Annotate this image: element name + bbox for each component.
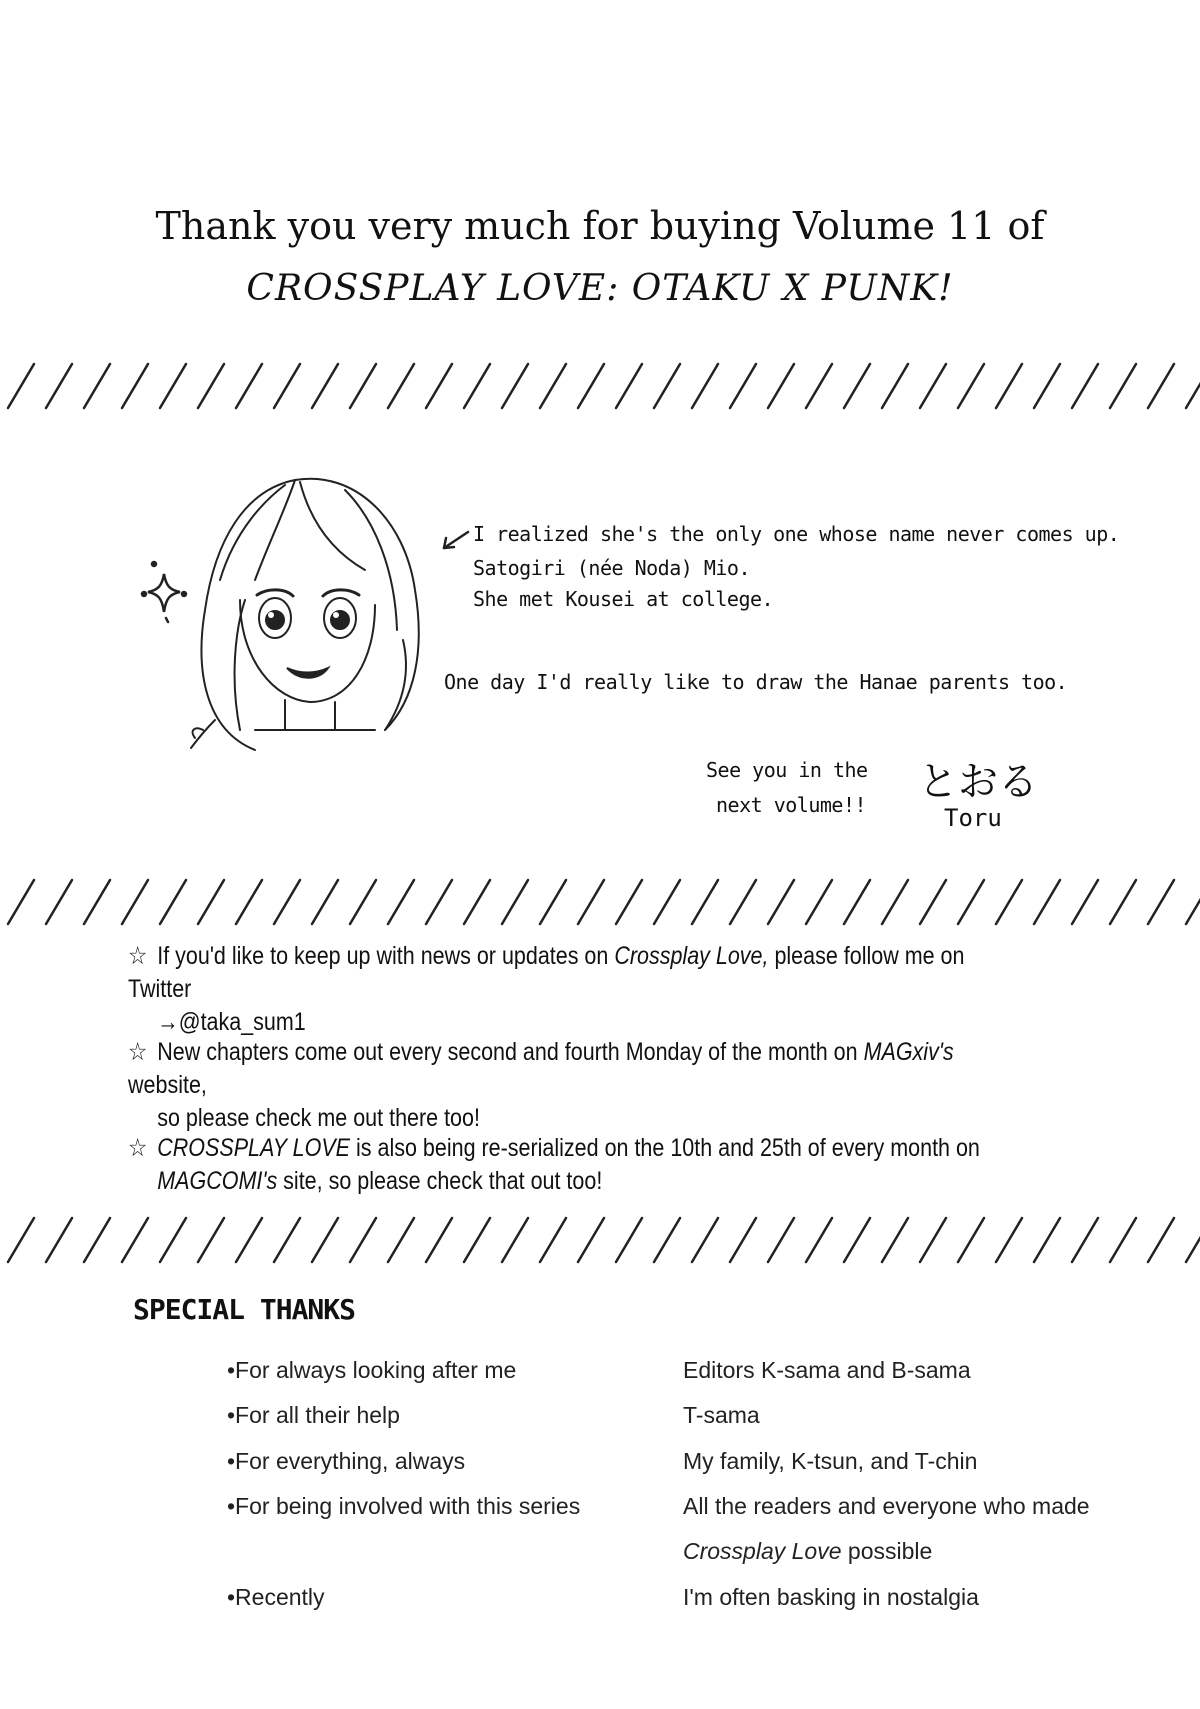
hatch-stroke <box>578 364 604 408</box>
hatch-stroke <box>806 364 832 408</box>
hatch-stroke <box>236 1218 262 1262</box>
pointer-arrow-icon <box>440 528 470 552</box>
hatch-divider-bottom <box>0 1212 1200 1268</box>
hatch-stroke <box>1186 1218 1200 1262</box>
hatch-stroke <box>426 880 452 924</box>
info-text: please follow me on Twitter <box>128 942 965 1003</box>
hatch-stroke <box>1148 880 1174 924</box>
hatch-stroke <box>1072 880 1098 924</box>
hatch-stroke <box>616 880 642 924</box>
hatch-stroke <box>692 364 718 408</box>
hatch-stroke <box>996 364 1022 408</box>
info-item-magcomi <box>128 1132 1031 1198</box>
star-icon: ☆ <box>128 1134 148 1162</box>
thanks-row-right: I'm often basking in nostalgia <box>683 1584 979 1610</box>
hatch-stroke <box>350 364 376 408</box>
info-text: New chapters come out every second and fourth Monday of the month on <box>157 1038 864 1066</box>
star-icon: ☆ <box>128 942 148 970</box>
thanks-text: possible <box>841 1538 933 1564</box>
hatch-stroke <box>654 364 680 408</box>
series-title: CROSSPLAY LOVE: OTAKU X PUNK! <box>246 268 954 309</box>
hatch-stroke <box>730 364 756 408</box>
hatch-stroke <box>768 364 794 408</box>
hatch-stroke <box>388 1218 414 1262</box>
hatch-stroke <box>1034 880 1060 924</box>
hatch-stroke <box>84 364 110 408</box>
hatch-stroke <box>236 364 262 408</box>
hatch-stroke <box>236 880 262 924</box>
info-text: website, <box>128 1071 207 1099</box>
hatch-stroke <box>464 364 490 408</box>
thanks-row-left: •Recently <box>227 1584 325 1610</box>
hatch-stroke <box>426 364 452 408</box>
hatch-stroke <box>844 880 870 924</box>
hatch-stroke <box>426 1218 452 1262</box>
info-continuation: so please check me out there too! <box>157 1104 480 1132</box>
hatch-stroke <box>502 364 528 408</box>
author-note-line-1: I realized she's the only one whose name never comes up. <box>473 522 1120 546</box>
hatch-stroke <box>8 880 34 924</box>
hatch-stroke <box>350 1218 376 1262</box>
hatch-stroke <box>1110 364 1136 408</box>
hatch-stroke <box>160 364 186 408</box>
hatch-stroke <box>122 364 148 408</box>
hatch-stroke <box>84 880 110 924</box>
signoff-line-2: next volume!! <box>716 793 867 817</box>
hatch-stroke <box>1072 364 1098 408</box>
hatch-stroke <box>654 880 680 924</box>
hatch-stroke <box>198 1218 224 1262</box>
hatch-stroke <box>464 880 490 924</box>
thanks-row-right: Editors K-sama and B-sama <box>683 1357 971 1383</box>
thanks-row-right: My family, K-tsun, and T-chin <box>683 1448 978 1474</box>
twitter-handle: →@taka_sum1 <box>157 1008 306 1036</box>
info-italic: MAGCOMI's <box>157 1167 278 1195</box>
author-note-line-3: She met Kousei at college. <box>473 587 774 611</box>
hatch-stroke <box>312 364 338 408</box>
hatch-stroke <box>198 880 224 924</box>
hatch-stroke <box>654 1218 680 1262</box>
hatch-stroke <box>312 880 338 924</box>
hatch-stroke <box>274 1218 300 1262</box>
hatch-stroke <box>692 1218 718 1262</box>
info-italic: Crossplay Love, <box>614 942 769 970</box>
hatch-stroke <box>84 1218 110 1262</box>
info-item-twitter <box>128 940 1031 1039</box>
hatch-stroke <box>388 880 414 924</box>
author-note-line-4: One day I'd really like to draw the Hanae parents too. <box>444 670 1068 694</box>
hatch-stroke <box>920 880 946 924</box>
hatch-stroke <box>8 1218 34 1262</box>
hatch-stroke <box>806 1218 832 1262</box>
hatch-stroke <box>1186 364 1200 408</box>
thanks-row-right: All the readers and everyone who made <box>683 1493 1090 1519</box>
signoff-line-1: See you in the <box>706 758 868 782</box>
hatch-stroke <box>540 1218 566 1262</box>
thanks-row-left: •For always looking after me <box>227 1357 517 1383</box>
hatch-stroke <box>730 1218 756 1262</box>
signature-english: Toru <box>944 804 1002 832</box>
hatch-stroke <box>46 364 72 408</box>
hatch-stroke <box>1148 364 1174 408</box>
hatch-stroke <box>768 1218 794 1262</box>
hatch-stroke <box>540 880 566 924</box>
hatch-stroke <box>844 1218 870 1262</box>
hatch-stroke <box>730 880 756 924</box>
hatch-stroke <box>274 364 300 408</box>
hatch-stroke <box>958 1218 984 1262</box>
hatch-stroke <box>578 1218 604 1262</box>
thanks-row-right-continued <box>683 1538 932 1565</box>
star-icon: ☆ <box>128 1038 148 1066</box>
signature-japanese: とおる <box>918 759 1038 805</box>
sparkle-icon <box>140 560 188 624</box>
hatch-stroke <box>958 364 984 408</box>
info-italic: MAGxiv's <box>863 1038 954 1066</box>
hatch-stroke <box>806 880 832 924</box>
hatch-stroke <box>996 1218 1022 1262</box>
hatch-stroke <box>8 364 34 408</box>
hatch-divider-top <box>0 358 1200 414</box>
hatch-stroke <box>464 1218 490 1262</box>
thanks-row-right: T-sama <box>683 1402 760 1428</box>
hatch-stroke <box>996 880 1022 924</box>
hatch-stroke <box>920 364 946 408</box>
hatch-stroke <box>540 364 566 408</box>
hatch-stroke <box>388 364 414 408</box>
hatch-stroke <box>122 1218 148 1262</box>
hatch-stroke <box>768 880 794 924</box>
hatch-stroke <box>160 1218 186 1262</box>
hatch-stroke <box>502 1218 528 1262</box>
thanks-row-left: •For everything, always <box>227 1448 466 1474</box>
hatch-stroke <box>1186 880 1200 924</box>
hatch-stroke <box>160 880 186 924</box>
hatch-stroke <box>1110 1218 1136 1262</box>
hatch-stroke <box>844 364 870 408</box>
hatch-stroke <box>882 1218 908 1262</box>
hatch-stroke <box>1034 364 1060 408</box>
hatch-stroke <box>958 880 984 924</box>
hatch-stroke <box>46 880 72 924</box>
hatch-stroke <box>502 880 528 924</box>
hatch-divider-middle <box>0 874 1200 930</box>
special-thanks-title: SPECIAL THANKS <box>133 1293 356 1326</box>
hatch-stroke <box>198 364 224 408</box>
hatch-stroke <box>616 364 642 408</box>
thanks-row-left: •For all their help <box>227 1402 400 1428</box>
hatch-stroke <box>1110 880 1136 924</box>
thanks-row-left: •For being involved with this series <box>227 1493 581 1519</box>
hatch-stroke <box>46 1218 72 1262</box>
hatch-stroke <box>1034 1218 1060 1262</box>
hatch-stroke <box>350 880 376 924</box>
hatch-stroke <box>920 1218 946 1262</box>
hatch-stroke <box>616 1218 642 1262</box>
info-italic: CROSSPLAY LOVE <box>157 1134 351 1162</box>
hatch-stroke <box>578 880 604 924</box>
info-text: site, so please check that out too! <box>277 1167 603 1195</box>
hatch-stroke <box>882 880 908 924</box>
thanks-italic: Crossplay Love <box>683 1538 842 1564</box>
hatch-stroke <box>692 880 718 924</box>
info-text: If you'd like to keep up with news or updates on <box>157 942 615 970</box>
hatch-stroke <box>1148 1218 1174 1262</box>
page-title-line-1: Thank you very much for buying Volume 11 of <box>155 204 1045 248</box>
hatch-stroke <box>882 364 908 408</box>
hatch-stroke <box>274 880 300 924</box>
info-item-magxiv <box>128 1036 1031 1135</box>
hatch-stroke <box>312 1218 338 1262</box>
hatch-stroke <box>1072 1218 1098 1262</box>
hatch-stroke <box>122 880 148 924</box>
info-text: is also being re-serialized on the 10th and 25th of every month on <box>350 1134 980 1162</box>
author-note-line-2: Satogiri (née Noda) Mio. <box>473 556 750 580</box>
